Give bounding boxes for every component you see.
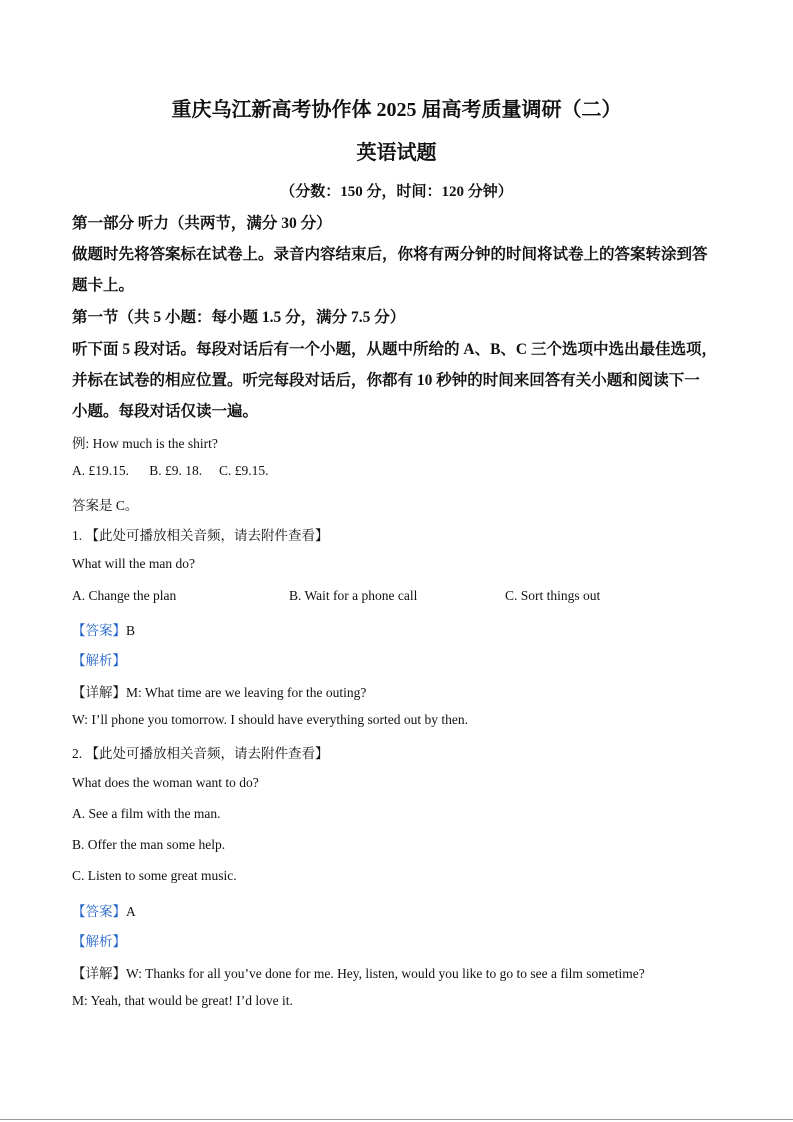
q1-detail-text1: M: What time are we leaving for the outing? (126, 685, 367, 700)
score-info: （分数：150 分，时间：120 分钟） (280, 184, 513, 200)
q2-option-c: C. Listen to some great music. (72, 868, 237, 883)
q2-answer-value: A (126, 904, 136, 919)
q1-answer-value: B (126, 623, 136, 638)
q2-detail-line1 (72, 962, 645, 982)
q2-detail-text1: W: Thanks for all you’ve done for me. Hey, listen, would you like to go to see a film sometime? (126, 966, 645, 981)
q1-option-c: C. Sort things out (505, 588, 601, 603)
part1-instruction-line1: 做题时先将答案标在试卷上。录音内容结束后，你将有两分钟的时间将试卷上的答案转涂到答 (72, 246, 708, 263)
section1-instruction-line3: 小题。每段对话仅读一遍。 (72, 403, 259, 420)
q1-stem: 1. 【此处可播放相关音频，请去附件查看】 (72, 528, 329, 543)
q1-detail-line1 (72, 681, 366, 701)
section1-instruction-line2: 并标在试卷的相应位置。听完每段对话后，你都有 10 秒钟的时间来回答有关小题和阅读下一 (72, 372, 700, 389)
q1-analysis-label: 【解析】 (72, 653, 126, 668)
example-options: A. £19.15. B. £9. 18. C. £9.15. (72, 463, 269, 478)
page-bottom-rule (0, 1119, 793, 1120)
q1-detail-label: 【详解】 (72, 685, 126, 700)
q2-option-b: B. Offer the man some help. (72, 837, 226, 852)
q1-answer (72, 619, 135, 639)
q1-option-b: B. Wait for a phone call (289, 588, 418, 603)
section1-heading: 第一节（共 5 小题：每小题 1.5 分，满分 7.5 分） (72, 309, 406, 326)
part1-heading: 第一部分 听力（共两节，满分 30 分） (72, 215, 332, 232)
q1-answer-label: 【答案】 (72, 623, 126, 638)
q2-option-a: A. See a film with the man. (72, 806, 221, 821)
example-answer: 答案是 C。 (72, 498, 139, 513)
q1-detail-line2: W: I’ll phone you tomorrow. I should have everything sorted out by then. (72, 712, 469, 727)
section1-instruction-line1: 听下面 5 段对话。每段对话后有一个小题，从题中所给的 A、B、C 三个选项中选出最佳选项， (72, 341, 717, 358)
q2-answer (72, 900, 136, 920)
exam-title: 重庆乌江新高考协作体 2025 届高考质量调研（二） (171, 99, 622, 121)
q2-analysis-label: 【解析】 (72, 934, 126, 949)
exam-subject: 英语试题 (356, 142, 437, 164)
q2-stem: 2. 【此处可播放相关音频，请去附件查看】 (72, 746, 329, 761)
q2-answer-label: 【答案】 (72, 904, 126, 919)
example-question: 例: How much is the shirt? (72, 436, 218, 451)
q1-question: What will the man do? (72, 556, 195, 571)
q1-option-a: A. Change the plan (72, 588, 177, 603)
q2-detail-label: 【详解】 (72, 966, 126, 981)
part1-instruction-line2: 题卡上。 (72, 277, 135, 294)
q2-detail-line2: M: Yeah, that would be great! I’d love it. (72, 993, 293, 1008)
q2-question: What does the woman want to do? (72, 775, 259, 790)
